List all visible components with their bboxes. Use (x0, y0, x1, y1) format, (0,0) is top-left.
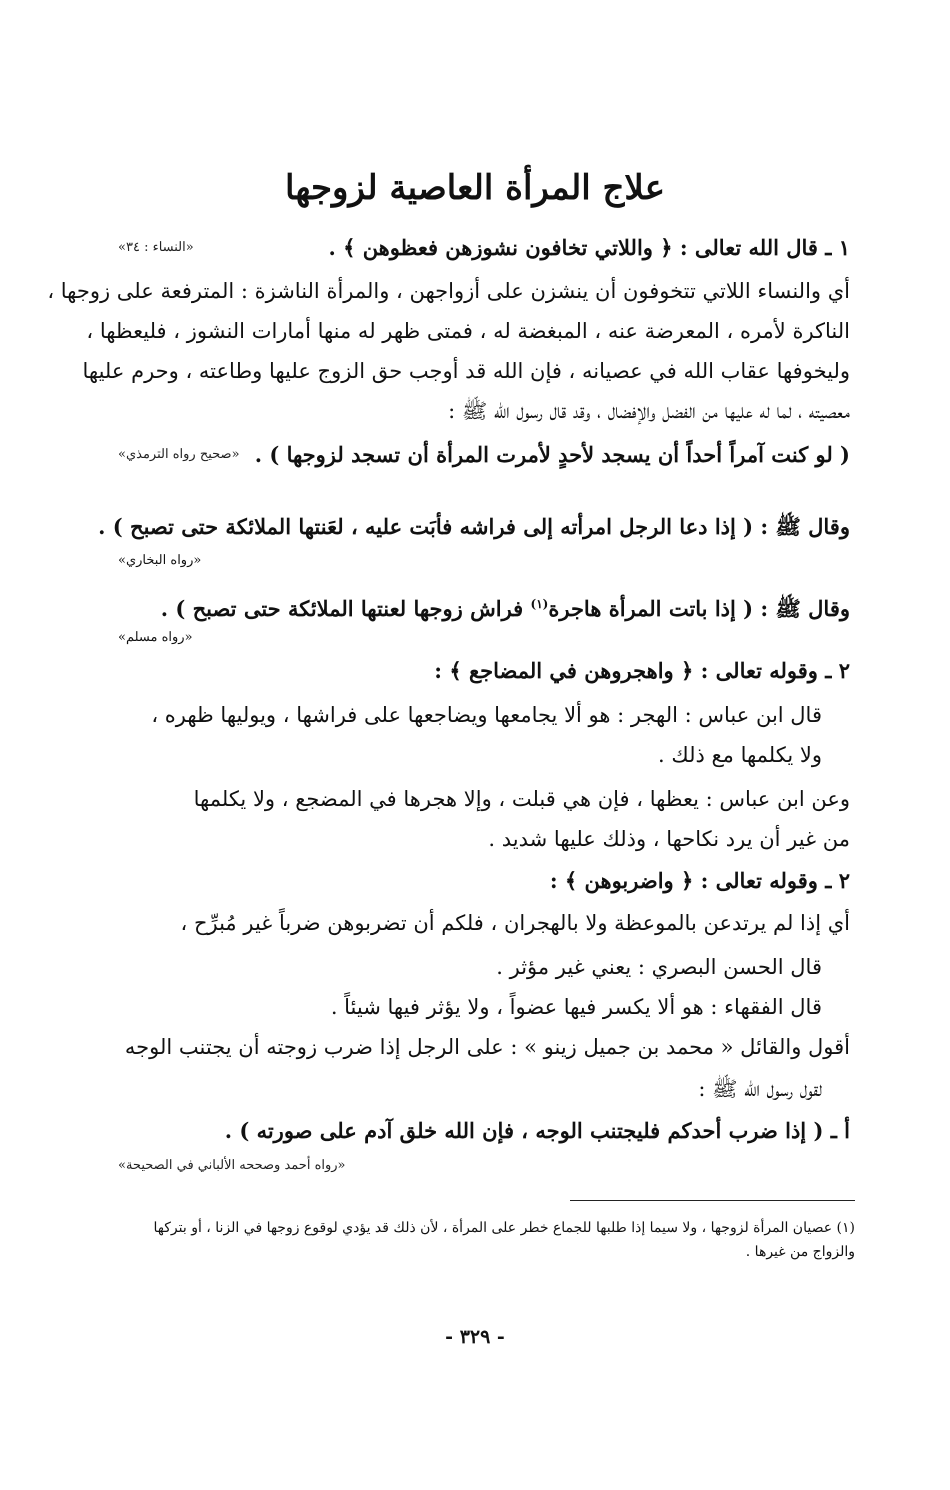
body-line: أي والنساء اللاتي تتخوفون أن ينشزن على أزواجهن ، والمرأة الناشزة : المترفعة على زوجها ، (47, 279, 850, 303)
section-heading: ٢ ـ وقوله تعالى : ﴿ واضربوهن ﴾ : (549, 868, 850, 893)
hadith-line: ( لو كنت آمراً أحداً أن يسجد لأحدٍ لأمرت المرأة أن تسجد لزوجها ) . (254, 442, 850, 467)
body-line: وليخوفها عقاب الله في عصيانه ، فإن الله قد أوجب حق الزوج عليها وطاعته ، وحرم عليها (82, 359, 850, 383)
footnote-line: (١) عصيان المرأة لزوجها ، ولا سيما إذا طلبها للجماع خطر على المرأة ، لأن ذلك قد يؤدي لوقوع زوجها في الزنا ، أو بتركها (153, 1220, 855, 1236)
body-line: الناكرة لأمره ، المعرضة عنه ، المبغضة له ، فمتى ظهر له منها أمارات النشوز ، فليعظها ، (86, 319, 850, 343)
hadith-reference: «رواه أحمد وصححه الألباني في الصحيحة» (118, 1158, 346, 1173)
hadith-reference: «رواه البخاري» (118, 553, 202, 568)
footnote-line: والزواج من غيرها . (745, 1244, 855, 1260)
footnote-separator (570, 1200, 855, 1201)
body-line: لقول رسول الله ﷺ : (698, 1077, 822, 1101)
body-line: قال ابن عباس : الهجر : هو ألا يجامعها ويضاجعها على فراشها ، ويوليها ظهره ، (151, 703, 822, 727)
page-number: - ٣٢٩ - (445, 1326, 505, 1348)
hadith-reference: «صحيح رواه الترمذي» (118, 447, 240, 462)
hadith-line: أ ـ ( إذا ضرب أحدكم فليجتنب الوجه ، فإن الله خلق آدم على صورته ) . (224, 1118, 850, 1143)
body-line: أقول والقائل « محمد بن جميل زينو » : على الرجل إذا ضرب زوجته أن يجتنب الوجه (124, 1035, 850, 1059)
body-line: قال الفقهاء : هو ألا يكسر فيها عضواً ، ولا يؤثر فيها شيئاً . (330, 995, 822, 1019)
verse-reference: «النساء : ٣٤» (118, 240, 194, 255)
body-line: من غير أن يرد نكاحها ، وذلك عليها شديد . (488, 827, 850, 851)
footnote-marker: (١) (530, 597, 549, 611)
hadith-text-part: فراش زوجها لعنتها الملائكة حتى تصبح ) . (160, 596, 531, 621)
body-line: ولا يكلمها مع ذلك . (658, 743, 822, 767)
page-title: علاج المرأة العاصية لزوجها (284, 168, 666, 208)
body-line: أي إذا لم يرتدعن بالموعظة ولا بالهجران ، فلكم أن تضربوهن ضرباً غير مُبرِّح ، (180, 911, 850, 935)
section-heading: ٢ ـ وقوله تعالى : ﴿ واهجروهن في المضاجع ﴾ : (434, 658, 850, 683)
verse-text: ١ ـ قال الله تعالى : ﴿ واللاتي تخافون نشوزهن فعظوهن ﴾ . (328, 235, 850, 260)
hadith-reference: «رواه مسلم» (118, 630, 193, 645)
body-line: قال الحسن البصري : يعني غير مؤثر . (496, 955, 822, 979)
hadith-line (0, 589, 850, 624)
body-line: وعن ابن عباس : يعظها ، فإن هي قبلت ، وإلا هجرها في المضجع ، ولا يكلمها (193, 787, 850, 811)
hadith-text-part: وقال ﷺ : ( إذا باتت المرأة هاجرة (548, 596, 850, 621)
body-line: معصيته ، لما له عليها من الفضل والإفضال ، وقد قال رسول الله ﷺ : (448, 399, 850, 423)
hadith-line: وقال ﷺ : ( إذا دعا الرجل امرأته إلى فراشه فأبَت عليه ، لعَنتها الملائكة حتى تصبح ) . (98, 514, 850, 539)
